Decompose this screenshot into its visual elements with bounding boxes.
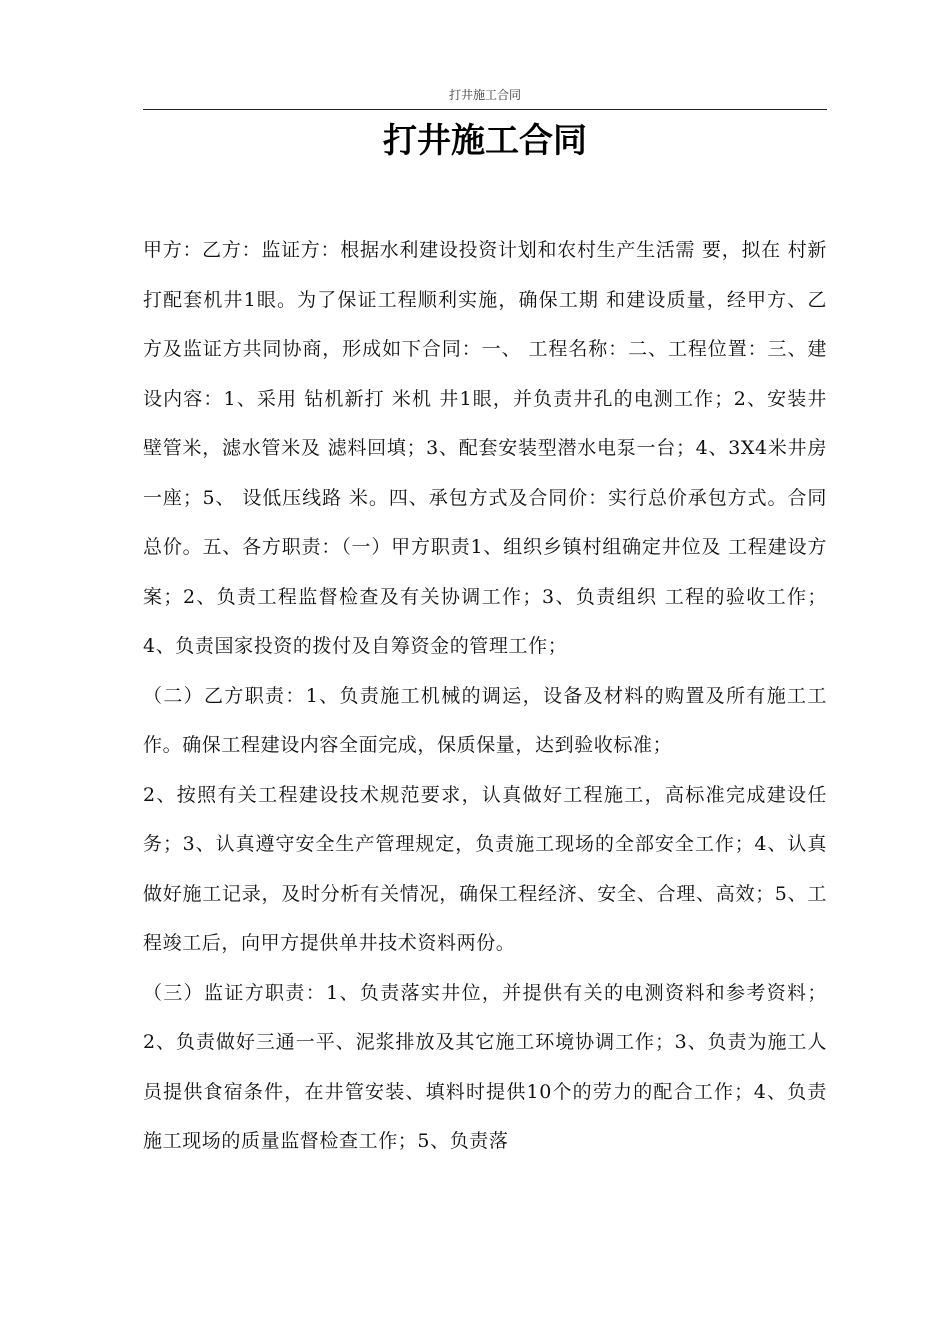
paragraph-party-b-duties: （二）乙方职责：1、负责施工机械的调运，设备及材料的购置及所有施工工作。确保工程建设内容全面完成，保质保量，达到验收标准；	[143, 684, 827, 756]
header-rule	[143, 109, 827, 110]
paragraph-supervisor-duties: （三）监证方职责：1、负责落实井位，并提供有关的电测资料和参考资料；2、负责做好三通一平、泥浆排放及其它施工环境协调工作；3、负责为施工人员提供食宿条件，在井管安装、填料时提供10个的劳力的配合工作；4、负责施工现场的质量监督检查工作；5、负责落	[143, 981, 827, 1152]
paragraph-intro: 甲方：乙方：监证方：根据水利建设投资计划和农村生产生活需 要，拟在 村新打配套机井1眼。为了保证工程顺利实施，确保工期 和建设质量，经甲方、乙方及监证方共同协商，形成如下合同：一、 工程名称：二、工程位置：三、建设内容：1、采用 钻机新打 米机 井1眼，并负责井孔的电测工作；2、安装井壁管米，滤水管米及 滤料回填；3、配套安装型潜水电泵一台；4、3X4米井房一座；5、 设低压线路 米。四、承包方式及合同价：实行总价承包方式。合同 总价。五、各方职责：（一）甲方职责1、组织乡镇村组确定井位及 工程建设方案；2、负责工程监督检查及有关协调工作；3、负责组织 工程的验收工作；4、负责国家投资的拨付及自筹资金的管理工作；	[143, 239, 827, 657]
document-title: 打井施工合同	[383, 121, 587, 161]
running-header: 打井施工合同	[448, 88, 521, 102]
paragraph-party-b-duties-cont: 2、按照有关工程建设技术规范要求，认真做好工程施工，高标准完成建设任务；3、认真遵守安全生产管理规定，负责施工现场的全部安全工作；4、认真做好施工记录，及时分析有关情况，确保工程经济、安全、合理、高效；5、工程竣工后，向甲方提供单井技术资料两份。	[143, 783, 827, 954]
document-body	[143, 226, 827, 1167]
